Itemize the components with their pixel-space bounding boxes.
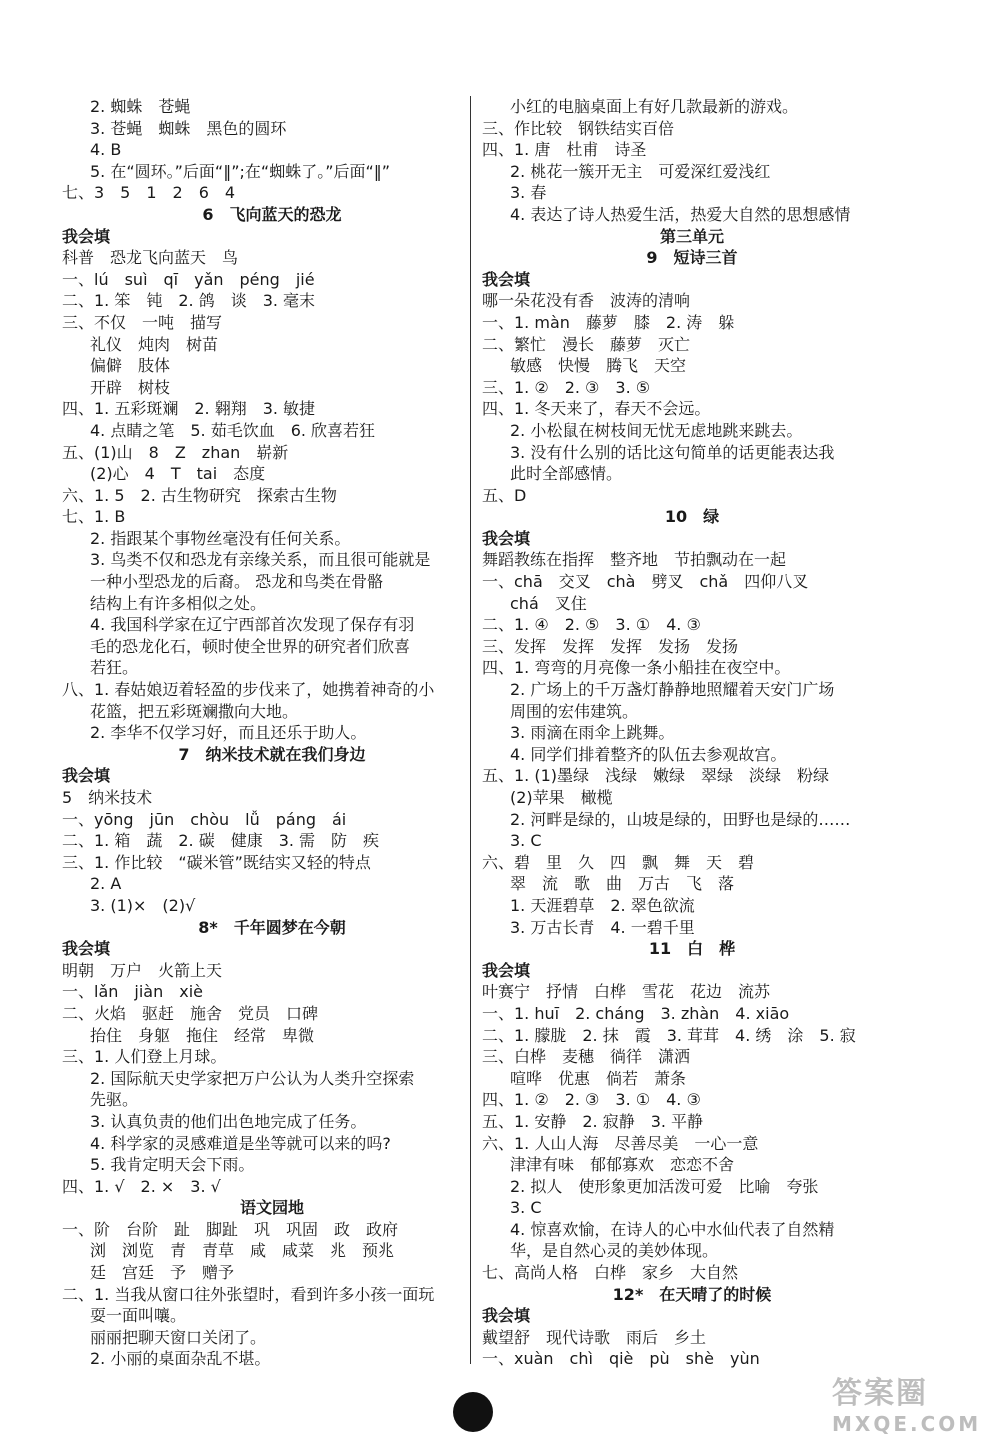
answer-line: 四、1. 弯弯的月亮像一条小船挂在夜空中。	[482, 658, 791, 678]
answer-line: 2. 拟人 使形象更加活泼可爱 比喻 夸张	[510, 1176, 819, 1196]
answer-line: 四、1. √ 2. × 3. √	[62, 1176, 221, 1196]
answer-line: 一、阶 台阶 趾 脚趾 巩 巩固 政 政府	[62, 1219, 399, 1239]
answer-line: 一、yōng jūn chòu lǚ páng ái	[62, 809, 347, 829]
answer-line: 二、1. 笨 钝 2. 鸽 谈 3. 毫末	[62, 291, 316, 311]
answer-line: 六、1. 人山人海 尽善尽美 一心一意	[482, 1133, 759, 1153]
answer-line: 先驱。	[90, 1090, 139, 1110]
answer-line: 四、1. 五彩斑斓 2. 翱翔 3. 敏捷	[62, 399, 316, 419]
answer-line: 四、1. 冬天来了，春天不会远。	[482, 399, 711, 419]
watermark-top: 答案圈	[832, 1376, 928, 1411]
answer-line: 周围的宏伟建筑。	[510, 701, 639, 721]
answer-line: 我会填	[482, 269, 531, 289]
answer-line: 八、1. 春姑娘迈着轻盈的步伐来了，她携着神奇的小	[62, 680, 435, 700]
answer-line: 4. 点睛之笔 5. 茹毛饮血 6. 欣喜若狂	[90, 420, 376, 440]
answer-line: 4. 惊喜欢愉，在诗人的心中水仙代表了自然精	[510, 1219, 835, 1239]
answer-line: 3. C	[510, 1198, 542, 1218]
answer-line: 一、chā 交叉 chà 劈叉 chǎ 四仰八叉	[482, 572, 809, 592]
answer-line: 七、高尚人格 白桦 家乡 大自然	[482, 1263, 739, 1283]
answer-line: 2. 国际航天史学家把万户公认为人类升空探索	[90, 1068, 415, 1088]
answer-line: 津津有味 郁郁寡欢 恋恋不舍	[510, 1155, 735, 1175]
answer-line: 一、1. huī 2. cháng 3. zhàn 4. xiāo	[482, 1003, 790, 1023]
answer-line: 5. 我肯定明天会下雨。	[90, 1155, 255, 1175]
answer-line: 三、作比较 钢铁结实百倍	[482, 118, 675, 138]
answer-line: 丽丽把聊天窗口关闭了。	[90, 1327, 267, 1347]
answer-line: 我会填	[62, 939, 111, 959]
section-heading: 6 飞向蓝天的恐龙	[202, 204, 342, 224]
answer-line: 科普 恐龙飞向蓝天 鸟	[62, 248, 239, 268]
answer-line: 3. 鸟类不仅和恐龙有亲缘关系，而且很可能就是	[90, 550, 431, 570]
answer-line: 3. 雨滴在雨伞上跳舞。	[510, 723, 675, 743]
answer-line: 3. C	[510, 831, 542, 851]
answer-line: 翠 流 歌 曲 万古 飞 落	[510, 874, 735, 894]
answer-line: 2. A	[90, 874, 122, 894]
answer-line: 2. 小丽的桌面杂乱不堪。	[90, 1349, 271, 1369]
answer-line: (2)苹果 橄榄	[510, 788, 613, 807]
answer-line: 我会填	[62, 226, 111, 246]
answer-line: 七、3 5 1 2 6 4	[62, 183, 236, 203]
answer-line: 5. 在“圆环。”后面“‖”;在“蜘蛛了。”后面“‖”	[90, 161, 391, 181]
answer-line: 3. 春	[510, 183, 547, 203]
section-heading: 10 绿	[664, 507, 720, 527]
answer-line: 3. 万古长青 4. 一碧千里	[510, 917, 695, 937]
answer-line: 六、碧 里 久 四 飘 舞 天 碧	[482, 852, 755, 872]
answer-line: 结构上有许多相似之处。	[90, 593, 267, 613]
answer-line: 一、lǎn jiàn xiè	[62, 982, 203, 1002]
answer-line: 偏僻 肢体	[90, 356, 171, 376]
watermark-logo	[832, 1376, 982, 1442]
answer-line: 一、lú suì qī yǎn péng jié	[62, 269, 315, 289]
answer-line: 2. 指跟某个事物丝毫没有任何关系。	[90, 528, 351, 548]
answer-line: 五、D	[482, 485, 527, 505]
answer-line: 我会填	[482, 528, 531, 548]
answer-line: 四、1. ② 2. ③ 3. ① 4. ③	[482, 1090, 701, 1110]
answer-line: 2. 李华不仅学习好，而且还乐于助人。	[90, 723, 367, 743]
answer-line: (2)心 4 T tai 态度	[90, 464, 266, 484]
answer-line: 2. 河畔是绿的，山坡是绿的，田野也是绿的……	[510, 809, 851, 829]
answer-line: 4. 科学家的灵感难道是坐等就可以来的吗?	[90, 1133, 391, 1153]
answer-line: 五、1. (1)墨绿 浅绿 嫩绿 翠绿 淡绿 粉绿	[482, 766, 830, 786]
answer-line: 4. B	[90, 140, 122, 160]
answer-line: 一、1. màn 藤萝 膝 2. 涛 躲	[482, 312, 735, 332]
answer-line: 华，是自然心灵的美妙体现。	[510, 1241, 719, 1261]
answer-line: 一种小型恐龙的后裔。 恐龙和鸟类在骨骼	[90, 572, 384, 592]
answer-line: 此时全部感情。	[510, 464, 623, 484]
answer-line: 3. 没有什么别的话比这句简单的话更能表达我	[510, 442, 835, 462]
answer-line: 三、发挥 发挥 发挥 发扬 发扬	[482, 636, 739, 656]
answer-line: 4. 同学们排着整齐的队伍去参观故宫。	[510, 744, 787, 764]
answer-line: 五、1. 安静 2. 寂静 3. 平静	[482, 1111, 704, 1131]
answer-line: 五、(1)山 8 Z zhan 崭新	[62, 442, 289, 462]
answer-line: 我会填	[62, 766, 111, 786]
answer-line: 廷 宫廷 予 赠予	[90, 1263, 235, 1283]
answer-line: 三、1. ② 2. ③ 3. ⑤	[482, 377, 651, 397]
answer-line: 抬住 身躯 拖住 经常 卑微	[90, 1025, 315, 1045]
answer-line: 开辟 树枝	[90, 377, 171, 397]
answer-line: 花篮，把五彩斑斓撒向大地。	[90, 701, 299, 721]
answer-line: 5 纳米技术	[62, 788, 153, 807]
section-heading: 8* 千年圆梦在今朝	[198, 917, 346, 937]
answer-line: 3. (1)× (2)√	[90, 895, 196, 915]
answer-line: 4. 表达了诗人热爱生活，热爱大自然的思想感情	[510, 204, 851, 224]
watermark-bottom: MXQE.COM	[832, 1412, 982, 1436]
answer-line: 2. 广场上的千万盏灯静静地照耀着天安门广场	[510, 680, 835, 700]
answer-line: 一、xuàn chì qiè pù shè yùn	[482, 1349, 760, 1369]
answer-line: 耍一面叫嚷。	[90, 1306, 187, 1326]
answer-line: 二、火焰 驱赶 施舍 党员 口碑	[62, 1003, 319, 1023]
answer-line: 敏感 快慢 腾飞 天空	[510, 356, 687, 376]
answer-line: 我会填	[482, 960, 531, 980]
answer-line: 二、1. ④ 2. ⑤ 3. ① 4. ③	[482, 615, 701, 635]
section-heading: 7 纳米技术就在我们身边	[178, 744, 366, 764]
answer-line: 毛的恐龙化石，顿时使全世界的研究者们欣喜	[90, 636, 411, 656]
answer-line: 二、1. 当我从窗口往外张望时，看到许多小孩一面玩	[62, 1284, 435, 1304]
answer-line: 二、1. 朦胧 2. 抹 霞 3. 茸茸 4. 绣 涂 5. 寂	[482, 1025, 856, 1045]
section-heading: 第三单元	[659, 226, 724, 246]
answer-line: 三、1. 人们登上月球。	[62, 1047, 227, 1067]
answer-line: 二、1. 箱 蔬 2. 碳 健康 3. 需 防 疾	[62, 831, 380, 851]
answer-line: 四、1. 唐 杜甫 诗圣	[482, 140, 647, 160]
answer-line: 三、不仅 一吨 描写	[62, 312, 223, 332]
answer-line: 2. 蜘蛛 苍蝇	[90, 97, 191, 116]
answer-line: 2. 桃花一簇开无主 可爱深红爱浅红	[510, 161, 771, 181]
section-heading: 9 短诗三首	[646, 248, 738, 268]
answer-line: 七、1. B	[62, 507, 126, 527]
answer-line: 二、繁忙 漫长 藤萝 灭亡	[482, 334, 691, 354]
answer-line: 六、1. 5 2. 古生物研究 探索古生物	[62, 485, 337, 505]
answer-line: 4. 我国科学家在辽宁西部首次发现了保存有羽	[90, 615, 415, 635]
left-column	[62, 96, 482, 1370]
answer-line: 哪一朵花没有香 波涛的清响	[482, 291, 691, 311]
section-heading: 11 白 桦	[648, 939, 736, 959]
section-heading: 12* 在天晴了的时候	[612, 1284, 772, 1304]
answer-line: 叶赛宁 抒情 白桦 雪花 花边 流苏	[482, 982, 771, 1002]
answer-line: 3. 认真负责的他们出色地完成了任务。	[90, 1111, 367, 1131]
answer-line: chá 叉住	[510, 593, 587, 613]
page-number-mark	[453, 1392, 493, 1432]
answer-line: 1. 天涯碧草 2. 翠色欲流	[510, 895, 695, 915]
answer-line: 2. 小松鼠在树枝间无忧无虑地跳来跳去。	[510, 420, 803, 440]
answer-line: 戴望舒 现代诗歌 雨后 乡土	[482, 1327, 707, 1347]
answer-line: 我会填	[482, 1306, 531, 1326]
column-divider	[470, 96, 471, 1364]
answer-line: 舞蹈教练在指挥 整齐地 节拍飘动在一起	[482, 550, 787, 570]
answer-line: 三、1. 作比较 “碳米管”既结实又轻的特点	[62, 852, 371, 872]
answer-line: 明朝 万户 火箭上天	[62, 960, 223, 980]
answer-line: 礼仪 炖肉 树苗	[90, 334, 219, 354]
right-column	[482, 96, 902, 1370]
answer-line: 浏 浏览 青 青草 咸 咸菜 兆 预兆	[90, 1241, 395, 1261]
answer-line: 三、白桦 麦穗 徜徉 潇洒	[482, 1047, 691, 1067]
answer-line: 小红的电脑桌面上有好几款最新的游戏。	[510, 97, 799, 116]
section-heading: 语文园地	[239, 1198, 304, 1218]
answer-line: 喧哗 优惠 倘若 萧条	[510, 1068, 687, 1088]
answer-line: 3. 苍蝇 蜘蛛 黑色的圆环	[90, 118, 287, 138]
answer-line: 若狂。	[90, 658, 139, 678]
